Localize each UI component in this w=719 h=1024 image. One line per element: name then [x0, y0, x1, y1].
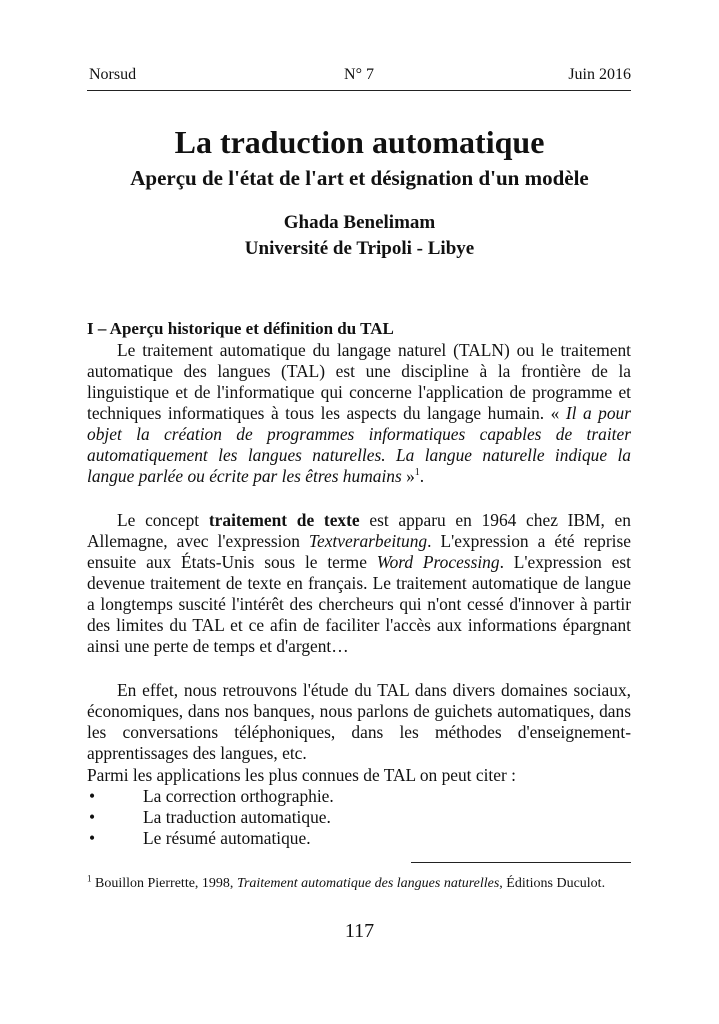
- author-name: Ghada Benelimam: [283, 212, 436, 233]
- para2-c: . L'expression a été reprise ensuite aux États-Unis sous le terme: [87, 531, 631, 572]
- para2-b: est apparu en 1964 chez IBM, en Allemagne, avec l'expression: [87, 510, 631, 551]
- paragraph-2: [87, 510, 631, 657]
- footnote-b: , Éditions Duculot.: [499, 876, 606, 891]
- para2-italic2: Word Processing: [376, 552, 500, 572]
- footnote-a: Bouillon Pierrette, 1998,: [91, 876, 237, 891]
- paragraph-3: En effet, nous retrouvons l'étude du TAL dans divers domaines sociaux, économiques, dans nos banques, nous parlons de guichets automatiques, dans les conversations téléphoniques, dans les méthodes d'enseignement-apprentissages des langues, etc.: [87, 680, 631, 763]
- running-header: [87, 66, 631, 91]
- footnote-title: Traitement automatique des langues naturelles: [236, 876, 500, 891]
- list-intro: Parmi les applications les plus connues de TAL on peut citer :: [87, 765, 516, 785]
- article-subtitle: Aperçu de l'état de l'art et désignation d'un modèle: [130, 166, 589, 190]
- footnote-divider: [411, 862, 631, 863]
- para1-text: Le traitement automatique du langage naturel (TALN) ou le traitement automatique des langues (TAL) est une discipline à la frontière de la linguistique et de l'informatique qui concerne l'application de programme et techniques informatiques à tous les aspects du langage humain. «: [87, 340, 631, 423]
- list-item: • La correction orthographie.: [87, 786, 631, 807]
- section-heading: I – Aperçu historique et définition du TAL: [87, 319, 394, 338]
- para1-close: »: [401, 466, 415, 486]
- para2-a: Le concept: [117, 510, 209, 530]
- issue-number: N° 7: [344, 66, 374, 83]
- list-item: • La traduction automatique.: [87, 807, 631, 828]
- list-item: • Le résumé automatique.: [87, 828, 631, 849]
- paragraph-1: [87, 340, 631, 487]
- author-affiliation: Université de Tripoli - Libye: [244, 238, 475, 259]
- para2-d: . L'expression est devenue traitement de texte en français. Le traitement automatique de langue a longtemps suscité l'intérêt des chercheurs qui n'ont cessé d'innover à partir des limites du TAL et ce afin de faciliter l'accès aux informations épargnant ainsi une perte de temps et d'argent…: [87, 552, 631, 656]
- para2-italic1: Textverarbeitung: [308, 531, 428, 551]
- article-title: La traduction automatique: [174, 124, 545, 160]
- issue-date: Juin 2016: [568, 66, 631, 83]
- footnote-number: 1: [87, 873, 92, 884]
- journal-name: Norsud: [89, 66, 137, 83]
- applications-list: [87, 786, 631, 849]
- footnote-ref: 1: [414, 467, 420, 479]
- para1-end: .: [419, 466, 425, 486]
- para1-quote: Il a pour objet la création de programmes informatiques capables de traiter automatiquement les langues naturelles. La langue naturelle indique la langue parlée ou écrite par les êtres humains: [87, 403, 631, 486]
- para2-bold: traitement de texte: [208, 510, 360, 530]
- page-number: 117: [344, 920, 375, 942]
- footnote: [87, 875, 647, 893]
